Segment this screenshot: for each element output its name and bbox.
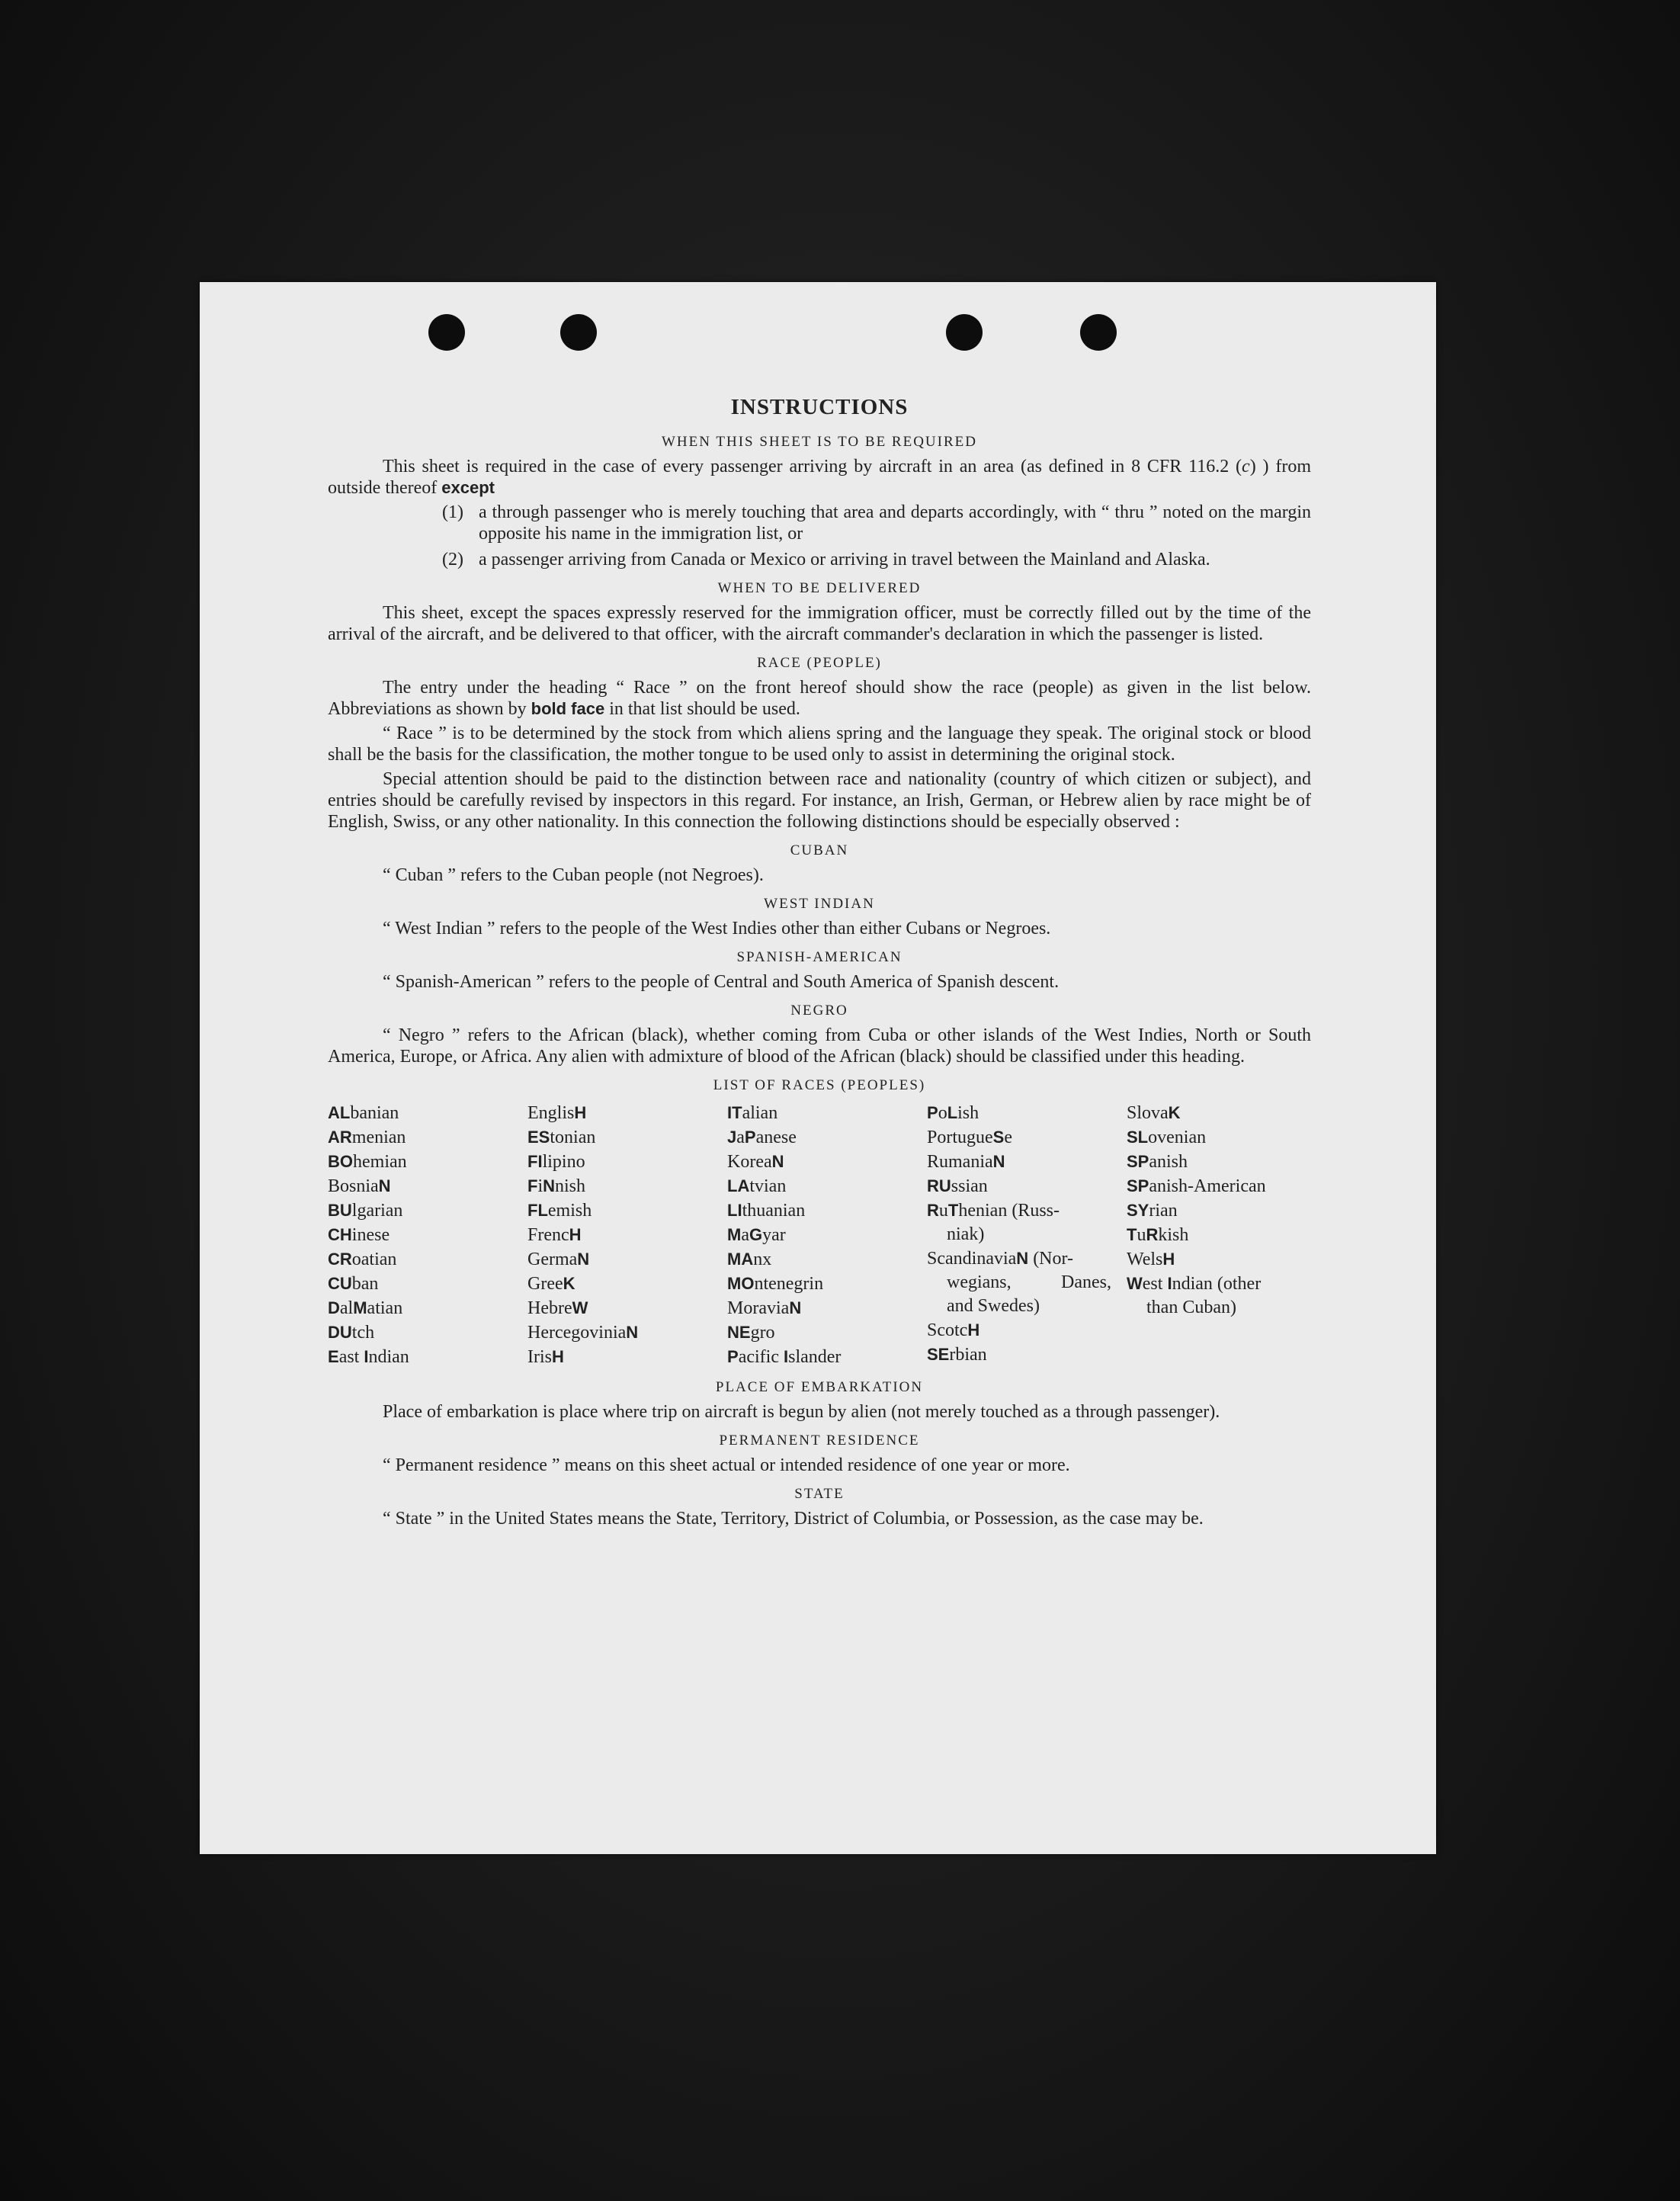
race-entry-continued: and Swedes): [947, 1296, 1040, 1316]
race-entry: JaPanese: [727, 1128, 797, 1147]
sheet-content: [328, 390, 1311, 1532]
punch-hole: [428, 314, 465, 351]
race-entry: LAtvian: [727, 1176, 787, 1196]
race-entry: MOntenegrin: [727, 1274, 824, 1294]
state-paragraph: “ State ” in the United States means the State, Territory, District of Columbia, or Possession, as the case may be.: [383, 1509, 1204, 1529]
race-entry: SPanish-American: [1127, 1176, 1266, 1196]
race-column-2: [527, 1101, 712, 1369]
race-entry: DUtch: [328, 1323, 375, 1343]
race-paragraph-2: “ Race ” is to be determined by the stock from which aliens spring and the language they speak. The original stock or blood shall be the basis for the classification, the mother tongue to be used only to assist in determining the original stock.: [328, 724, 1311, 765]
race-entry: ScandinaviaN (Nor-: [927, 1249, 1074, 1269]
race-entry-continued: niak): [947, 1224, 985, 1244]
heading-spanish-american: SPANISH-AMERICAN: [736, 949, 903, 965]
race-entry-continued: wegians, Danes,: [947, 1272, 1111, 1292]
race-entry: FIlipino: [527, 1152, 585, 1172]
race-entry-continued: than Cuban): [1146, 1298, 1236, 1317]
heading-when-required: WHEN THIS SHEET IS TO BE REQUIRED: [662, 434, 977, 450]
heading-permanent-residence: PERMANENT RESIDENCE: [719, 1433, 920, 1449]
race-paragraph-3: Special attention should be paid to the distinction between race and nationality (country of which citizen or subject), and entries should be carefully revised by inspectors in this regard. For instance, an Irish, German, or Hebrew alien by race might be of English, Swiss, or any other nationality. In this connection the following distinctions should be especially observed :: [328, 769, 1311, 832]
race-entry: ARmenian: [328, 1128, 406, 1147]
race-entry: RUssian: [927, 1176, 988, 1196]
delivered-paragraph: This sheet, except the spaces expressly reserved for the immigration officer, must be correctly filled out by the time of the arrival of the aircraft, and be delivered to that officer, with the aircraft commander's declaration in which the passenger is listed.: [328, 603, 1311, 644]
race-entry: FrencH: [527, 1225, 582, 1245]
heading-cuban: CUBAN: [790, 842, 849, 858]
race-entry: HercegoviniaN: [527, 1323, 639, 1343]
race-list: [328, 1101, 1311, 1369]
race-entry: HebreW: [527, 1298, 588, 1318]
race-column-3: [727, 1101, 912, 1369]
race-entry: NEgro: [727, 1323, 775, 1343]
race-entry: TuRkish: [1127, 1225, 1189, 1245]
race-entry: West Indian (other: [1127, 1274, 1262, 1294]
heading-when-delivered: WHEN TO BE DELIVERED: [717, 580, 922, 596]
heading-state: STATE: [794, 1486, 845, 1502]
race-entry: BOhemian: [328, 1152, 407, 1172]
race-entry: DalMatian: [328, 1298, 403, 1318]
heading-west-indian: WEST INDIAN: [764, 896, 875, 912]
race-entry: PortugueSe: [927, 1128, 1013, 1147]
exception-item-1: (1) a through passenger who is merely touching that area and departs accordingly, with “ thru ” noted on the margin opposite his name in the immigration list, or: [442, 502, 1311, 544]
race-column-4: [927, 1101, 1111, 1369]
race-entry: EnglisH: [527, 1103, 587, 1123]
race-entry: PoLish: [927, 1103, 979, 1123]
race-entry: ALbanian: [328, 1103, 399, 1123]
heading-place-of-embarkation: PLACE OF EMBARKATION: [715, 1379, 924, 1395]
race-entry: MAnx: [727, 1250, 772, 1269]
punch-hole: [1080, 314, 1117, 351]
race-entry: SPanish: [1127, 1152, 1188, 1172]
race-entry: SYrian: [1127, 1201, 1178, 1221]
embarkation-paragraph: Place of embarkation is place where trip on aircraft is begun by alien (not merely touched as a through passenger).: [383, 1402, 1220, 1422]
residence-paragraph: “ Permanent residence ” means on this sheet actual or intended residence of one year or more.: [383, 1455, 1070, 1475]
race-entry: EStonian: [527, 1128, 596, 1147]
race-entry: RuThenian (Russ-: [927, 1201, 1060, 1221]
race-entry: ITalian: [727, 1103, 778, 1123]
race-entry: FiNnish: [527, 1176, 586, 1196]
race-entry: SErbian: [927, 1345, 987, 1365]
west-indian-paragraph: “ West Indian ” refers to the people of the West Indies other than either Cubans or Negroes.: [383, 919, 1051, 938]
race-entry: MoraviaN: [727, 1298, 802, 1318]
race-paragraph-1: The entry under the heading “ Race ” on the front hereof should show the race (people) as given in the list below. Abbreviations as shown by bold face in that list should be used.: [328, 678, 1311, 719]
instruction-sheet: [200, 282, 1436, 1854]
cuban-paragraph: “ Cuban ” refers to the Cuban people (not Negroes).: [383, 865, 764, 885]
punch-hole: [560, 314, 597, 351]
race-entry: ScotcH: [927, 1320, 980, 1340]
race-entry: GreeK: [527, 1274, 575, 1294]
race-entry: WelsH: [1127, 1250, 1175, 1269]
race-entry: SLovenian: [1127, 1128, 1207, 1147]
heading-race: RACE (PEOPLE): [757, 655, 882, 671]
heading-negro: NEGRO: [790, 1003, 848, 1019]
spanish-american-paragraph: “ Spanish-American ” refers to the people of Central and South America of Spanish descent.: [383, 972, 1060, 992]
race-entry: BUlgarian: [328, 1201, 403, 1221]
race-entry: KoreaN: [727, 1152, 784, 1172]
race-column-5: [1127, 1101, 1311, 1369]
race-entry: FLemish: [527, 1201, 592, 1221]
race-entry: MaGyar: [727, 1225, 786, 1245]
race-entry: RumaniaN: [927, 1152, 1005, 1172]
punch-hole: [946, 314, 983, 351]
heading-list-of-races: LIST OF RACES (PEOPLES): [713, 1077, 926, 1093]
race-entry: East Indian: [328, 1347, 409, 1367]
required-paragraph: This sheet is required in the case of every passenger arriving by aircraft in an area (as defined in 8 CFR 116.2 (c) ) from outside thereof except: [328, 457, 1312, 498]
race-entry: CHinese: [328, 1225, 390, 1245]
race-entry: SlovaK: [1127, 1103, 1181, 1123]
race-entry: LIthuanian: [727, 1201, 806, 1221]
race-entry: IrisH: [527, 1347, 564, 1367]
page-title: INSTRUCTIONS: [730, 395, 909, 419]
race-column-1: [328, 1101, 512, 1369]
race-entry: CRoatian: [328, 1250, 397, 1269]
race-entry: GermaN: [527, 1250, 590, 1269]
race-entry: CUban: [328, 1274, 379, 1294]
race-entry: Pacific Islander: [727, 1347, 842, 1367]
exception-item-2: (2) a passenger arriving from Canada or Mexico or arriving in travel between the Mainland and Alaska.: [442, 550, 1210, 570]
negro-paragraph: “ Negro ” refers to the African (black), whether coming from Cuba or other islands of the West Indies, North or South America, Europe, or Africa. Any alien with admixture of blood of the African (black) should be classified under this heading.: [328, 1025, 1311, 1067]
race-entry: BosniaN: [328, 1176, 391, 1196]
